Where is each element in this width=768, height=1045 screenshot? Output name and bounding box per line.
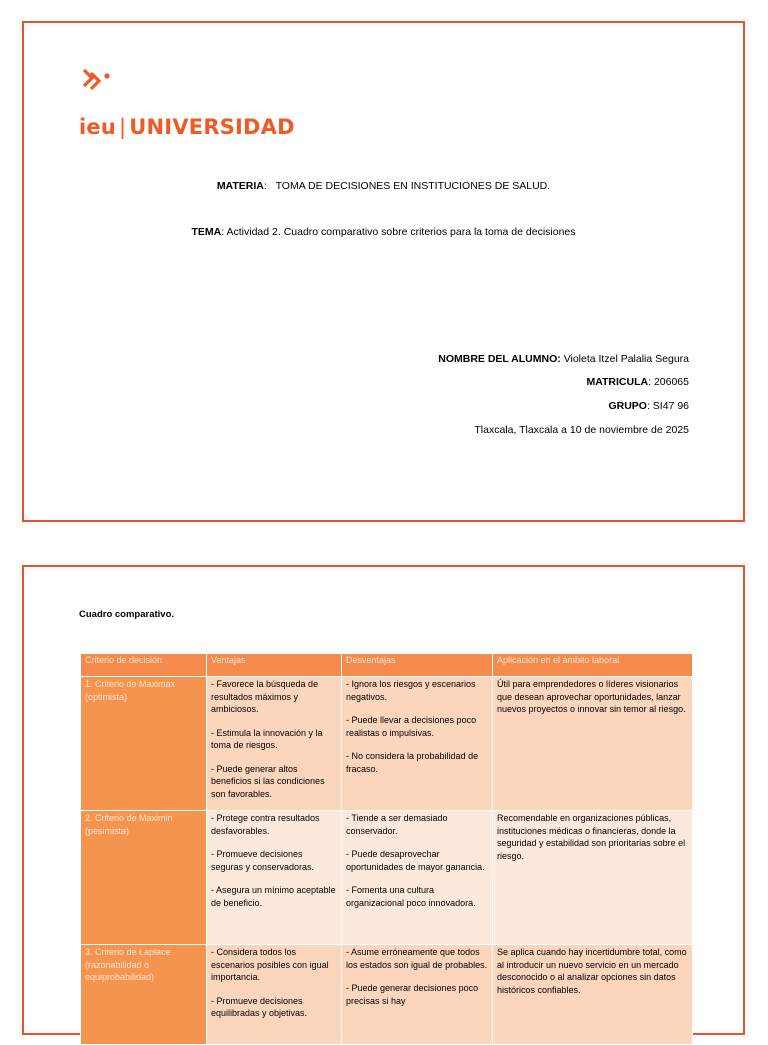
header-ventajas: Ventajas (207, 654, 342, 677)
table-row (81, 811, 693, 945)
table-row (81, 677, 693, 811)
table-row (81, 945, 693, 1045)
materia-value: TOMA DE DECISIONES EN INSTITUCIONES DE SALUD. (275, 180, 551, 192)
ventajas-cell: - Protege contra resultados desfavorables. - Promueve decisiones seguras y conservadoras. - Asegura un mínimo aceptable de beneficio. (207, 811, 342, 945)
place-date: Tlaxcala, Tlaxcala a 10 de noviembre de 2025 (474, 424, 689, 436)
desventajas-cell: - Asume erróneamente que todos los estados son igual de probables. - Puede generar decisiones poco precisas si hay (342, 945, 493, 1045)
criterio-cell: 1. Criterio de Maximax (optimista) (81, 677, 207, 811)
ventajas-cell: - Considera todos los escenarios posibles con igual importancia. - Promueve decisiones equilibradas y objetivas. (207, 945, 342, 1045)
matricula-line: MATRICULA: 206065 (586, 376, 689, 388)
tema-line: TEMA: Actividad 2. Cuadro comparativo sobre criterios para la toma de decisiones (191, 226, 576, 238)
ieu-universidad-logo: ieu | UNIVERSIDAD (79, 67, 119, 97)
grupo-line: GRUPO: SI47 96 (608, 400, 689, 412)
header-criterio: Criterio de decisión (81, 654, 207, 677)
criterio-cell: 3. Criterio de Laplace (razonabilidad o equiprobabilidad) (81, 945, 207, 1045)
table-header-row (81, 654, 693, 677)
header-aplicacion: Aplicación en el ámbito laboral (493, 654, 693, 677)
logo-name: UNIVERSIDAD (129, 115, 295, 139)
tema-value: Actividad 2. Cuadro comparativo sobre criterios para la toma de decisiones (226, 226, 576, 238)
desventajas-cell: - Tiende a ser demasiado conservador. - Puede desaprovechar oportunidades de mayor ganancia. - Fomenta una cultura organizacional poco innovadora. (342, 811, 493, 945)
desventajas-cell: - Ignora los riesgos y escenarios negativos. - Puede llevar a decisiones poco realistas o impulsivas. - No considera la probabilidad de fracaso. (342, 677, 493, 811)
aplicacion-cell: Recomendable en organizaciones públicas, instituciones médicas o financieras, donde la seguridad y estabilidad son prioritarias sobre el riesgo. (493, 811, 693, 945)
materia-line: MATERIA: TOMA DE DECISIONES EN INSTITUCIONES DE SALUD. (216, 180, 551, 192)
grupo-label: GRUPO (608, 400, 647, 412)
materia-label: MATERIA (216, 180, 264, 192)
alumno-line (438, 353, 689, 365)
tema-label: TEMA (191, 226, 222, 238)
comparison-table (80, 653, 693, 1045)
cover-page (22, 21, 745, 522)
criterio-cell: 2. Criterio de Maximin (pesimista) (81, 811, 207, 945)
alumno-label: NOMBRE DEL ALUMNO: (438, 353, 561, 365)
ventajas-cell: - Favorece la búsqueda de resultados máximos y ambiciosos. - Estimula la innovación y la toma de riesgos. - Puede generar altos beneficios si las condiciones son favorables. (207, 677, 342, 811)
header-desventajas: Desventajas (342, 654, 493, 677)
aplicacion-cell: Se aplica cuando hay incertidumbre total, como al introducir un nuevo servicio en un mercado desconocido o al analizar opciones sin datos históricos confiables. (493, 945, 693, 1045)
logo-brand: ieu (79, 115, 116, 139)
matricula-label: MATRICULA (586, 376, 649, 388)
grupo-value: SI47 96 (652, 400, 689, 412)
page-heading: Cuadro comparativo. (79, 609, 175, 620)
alumno-value: Violeta Itzel Palalia Segura (563, 353, 689, 365)
aplicacion-cell: Útil para emprendedores o líderes visionarios que desean aprovechar oportunidades, lanzar nuevos proyectos o innovar sin temor al riesgo. (493, 677, 693, 811)
matricula-value: 206065 (653, 376, 689, 388)
chevrons-icon (79, 67, 119, 97)
table-page (22, 565, 745, 1035)
